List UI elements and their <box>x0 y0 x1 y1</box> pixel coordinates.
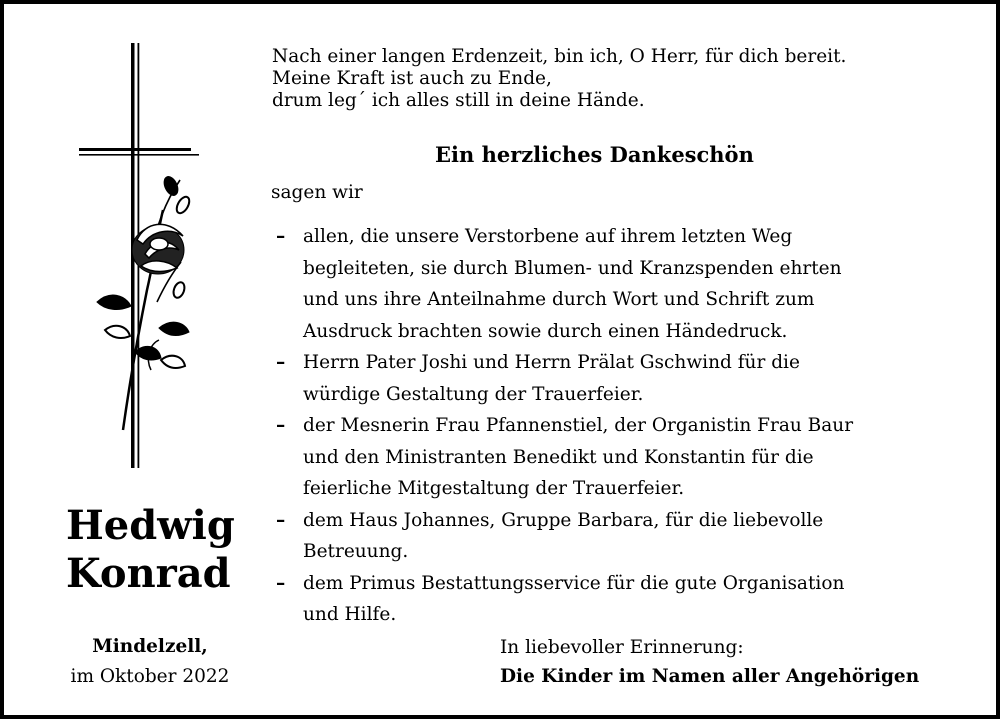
list-item <box>276 505 966 568</box>
item-line: feierliche Mitgestaltung der Trauerfeier. <box>303 478 685 499</box>
thanks-intro: sagen wir <box>271 182 363 203</box>
deceased-last-name: Konrad <box>66 550 231 597</box>
dash-bullet: – <box>276 226 286 247</box>
dash-bullet: – <box>276 352 286 373</box>
deceased-first-name: Hedwig <box>66 502 235 549</box>
place-date: im Oktober 2022 <box>70 666 230 687</box>
thanks-list <box>276 221 966 631</box>
place-city: Mindelzell, <box>92 636 208 657</box>
item-line: allen, die unsere Verstorbene auf ihrem letzten Weg <box>303 226 793 247</box>
dash-bullet: – <box>276 509 286 531</box>
item-line: und Hilfe. <box>303 604 397 625</box>
verse-line: drum leg´ ich alles still in deine Hände. <box>272 90 645 111</box>
poem-verse <box>272 46 846 112</box>
closing-line: In liebevoller Erinnerung: <box>500 637 744 658</box>
item-line: dem Primus Bestattungsservice für die gute Organisation <box>303 572 845 594</box>
list-item <box>276 221 966 347</box>
thanks-heading: Ein herzliches Dankeschön <box>435 142 754 167</box>
list-item <box>276 410 966 505</box>
rose-icon <box>97 174 192 430</box>
item-line: der Mesnerin Frau Pfannenstiel, der Organistin Frau Baur <box>303 415 854 436</box>
item-line: würdige Gestaltung der Trauerfeier. <box>303 383 644 405</box>
dash-bullet: – <box>276 572 286 594</box>
verse-line: Meine Kraft ist auch zu Ende, <box>272 68 552 89</box>
item-line: Ausdruck brachten sowie durch einen Händedruck. <box>303 320 788 342</box>
place-and-date <box>60 632 240 692</box>
item-line: dem Haus Johannes, Gruppe Barbara, für die liebevolle <box>303 509 824 531</box>
deceased-name <box>66 502 235 598</box>
item-line: Betreuung. <box>303 541 409 562</box>
verse-line: Nach einer langen Erdenzeit, bin ich, O Herr, für dich bereit. <box>272 46 847 67</box>
list-item <box>276 347 966 410</box>
closing-block <box>500 633 919 691</box>
dash-bullet: – <box>276 415 286 436</box>
signers: Die Kinder im Namen aller Angehörigen <box>500 666 920 687</box>
item-line: begleiteten, sie durch Blumen- und Kranzspenden ehrten <box>303 257 842 279</box>
item-line: und den Ministranten Benedikt und Konstantin für die <box>303 446 814 468</box>
list-item <box>276 568 966 631</box>
item-line: Herrn Pater Joshi und Herrn Prälat Gschwind für die <box>303 352 800 373</box>
item-line: und uns ihre Anteilnahme durch Wort und Schrift zum <box>303 289 815 310</box>
cross-with-rose-icon <box>75 40 205 472</box>
